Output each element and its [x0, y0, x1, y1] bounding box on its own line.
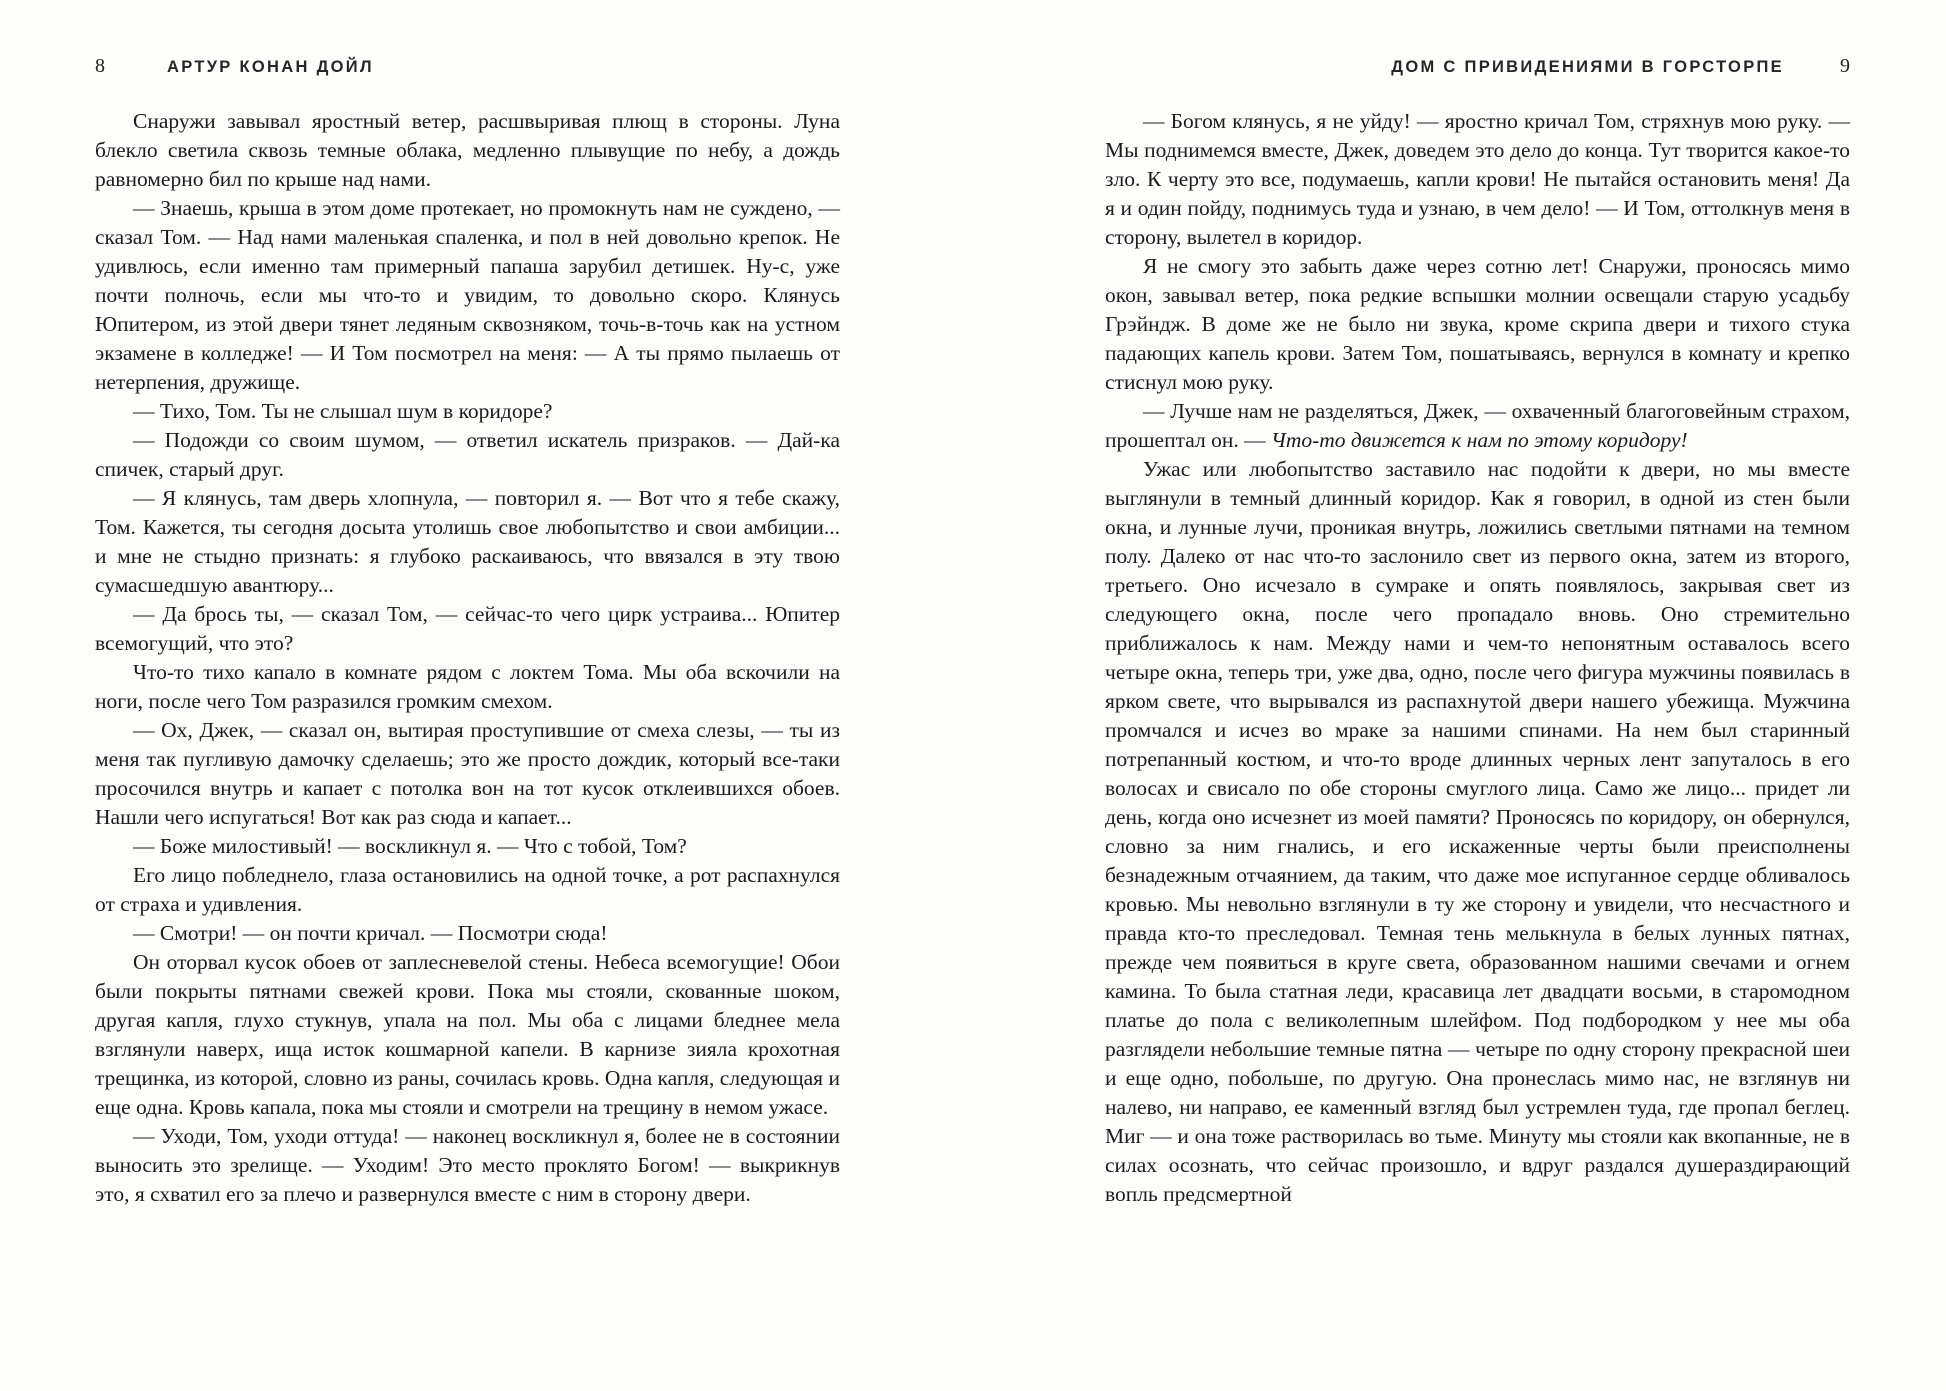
- running-head-right: [1105, 55, 1850, 78]
- paragraph: [95, 919, 840, 948]
- paragraph-run: Снаружи завывал яростный ветер, расшвыривая плющ в стороны. Луна блекло светила сквозь темные облака, медленно плывущие по небу, а дождь равномерно бил по крыше над нами.: [95, 109, 840, 191]
- paragraph: [95, 484, 840, 600]
- paragraph: [95, 832, 840, 861]
- running-title-left: АРТУР КОНАН ДОЙЛ: [167, 58, 374, 76]
- running-title-right: ДОМ С ПРИВИДЕНИЯМИ В ГОРСТОРПЕ: [1391, 58, 1784, 76]
- paragraph: [95, 658, 840, 716]
- paragraph: [95, 397, 840, 426]
- paragraph-run: Его лицо побледнело, глаза остановились на одной точке, а рот распахнулся от страха и удивления.: [95, 863, 840, 916]
- paragraph-run: — Богом клянусь, я не уйду! — яростно кричал Том, стряхнув мою руку. — Мы поднимемся вместе, Джек, доведем это дело до конца. Тут творится какое-то зло. К черту это все, подумаешь, капли крови! Не пытайся остановить меня! Да я и один пойду, поднимусь туда и узнаю, в чем дело! — И Том, оттолкнув меня в сторону, вылетел в коридор.: [1105, 109, 1850, 249]
- page-number-right: 9: [1840, 55, 1850, 77]
- paragraph-run: Я не смогу это забыть даже через сотню лет! Снаружи, проносясь мимо окон, завывал ветер, пока редкие вспышки молнии освещали старую усадьбу Грэйндж. В доме же не было ни звука, кроме скрипа двери и тихого стука падающих капель крови. Затем Том, пошатываясь, вернулся в комнату и крепко стиснул мою руку.: [1105, 254, 1850, 394]
- paragraph: [1105, 107, 1850, 252]
- paragraph: [1105, 397, 1850, 455]
- paragraph-run: — Смотри! — он почти кричал. — Посмотри сюда!: [133, 921, 608, 945]
- paragraph-run: — Ох, Джек, — сказал он, вытирая проступившие от смеха слезы, — ты из меня так пугливую дамочку сделаешь; это же просто дождик, который все-таки просочился внутрь и капает с потолка вон на тот кусок отклеившихся обоев. Нашли чего испугаться! Вот как раз сюда и капает...: [95, 718, 840, 829]
- paragraph: [95, 948, 840, 1122]
- paragraph-run: Что-то тихо капало в комнате рядом с локтем Тома. Мы оба вскочили на ноги, после чего Том разразился громким смехом.: [95, 660, 840, 713]
- paragraph-run: — Подожди со своим шумом, — ответил искатель призраков. — Дай-ка спичек, старый друг.: [95, 428, 840, 481]
- paragraph: [95, 426, 840, 484]
- paragraph-run: — Уходи, Том, уходи оттуда! — наконец воскликнул я, более не в состоянии выносить это зрелище. — Уходим! Это место проклято Богом! — выкрикнув это, я схватил его за плечо и развернулся вместе с ним в сторону двери.: [95, 1124, 840, 1206]
- paragraph-run: — Я клянусь, там дверь хлопнула, — повторил я. — Вот что я тебе скажу, Том. Кажется, ты сегодня досыта утолишь свое любопытство и свои амбиции... и мне не стыдно признать: я глубоко раскаиваюсь, что ввязался в эту твою сумасшедшую авантюру...: [95, 486, 840, 597]
- text-block-right: [1105, 107, 1850, 1209]
- paragraph-run: Он оторвал кусок обоев от заплесневелой стены. Небеса всемогущие! Обои были покрыты пятнами свежей крови. Пока мы стояли, скованные шоком, другая капля, глухо стукнув, упала на пол. Мы оба с лицами бледнее мела взглянули наверх, ища исток кошмарной капели. В карнизе зияла крохотная трещинка, из которой, словно из раны, сочилась кровь. Одна капля, следующая и еще одна. Кровь капала, пока мы стояли и смотрели на трещину в немом ужасе.: [95, 950, 840, 1119]
- paragraph-run-italic: Что-то движется к нам по этому коридору!: [1271, 428, 1688, 452]
- paragraph-run: — Боже милостивый! — воскликнул я. — Что с тобой, Том?: [133, 834, 687, 858]
- paragraph-run: — Знаешь, крыша в этом доме протекает, но промокнуть нам не суждено, — сказал Том. — Над нами маленькая спаленка, и пол в ней довольно крепок. Не удивлюсь, если именно там примерный папаша зарубил детишек. Ну-с, уже почти полночь, если мы что-то и увидим, то довольно скоро. Клянусь Юпитером, из этой двери тянет ледяным сквозняком, точь-в-точь как на устном экзамене в колледже! — И Том посмотрел на меня: — А ты прямо пылаешь от нетерпения, дружище.: [95, 196, 840, 394]
- page-number-left: 8: [95, 55, 105, 77]
- paragraph: [95, 861, 840, 919]
- paragraph-run: Ужас или любопытство заставило нас подойти к двери, но мы вместе выглянули в темный длинный коридор. Как я говорил, в одной из стен были окна, и лунные лучи, проникая внутрь, ложились светлыми пятнами на темном полу. Далеко от нас что-то заслонило свет из первого окна, затем из второго, третьего. Оно исчезало в сумраке и опять появлялось, закрывая свет из следующего окна, после чего пропадало вновь. Оно стремительно приближалось к нам. Между нами и чем-то непонятным оставалось всего четыре окна, теперь три, уже два, одно, после чего фигура мужчины появилась в ярком свете, что вырывался из распахнутой двери нашего убежища. Мужчина промчался и исчез во мраке за нашими спинами. На нем был старинный потрепанный костюм, и что-то вроде длинных черных лент запуталось в его волосах и свисало по обе стороны смуглого лица. Само же лицо... придет ли день, когда оно исчезнет из моей памяти? Проносясь по коридору, он обернулся, словно за ним гнались, и его искаженные черты были преисполнены безнадежным отчаянием, да таким, что даже мое испуганное сердце обливалось кровью. Мы невольно взглянули в ту же сторону и увидели, что несчастного и правда кто-то преследовал. Темная тень мелькнула в белых лунных пятнах, прежде чем появиться в круге света, образованном нашими свечами и огнем камина. То была статная леди, красавица лет двадцати восьми, в старомодном платье до пола с великолепным шлейфом. Под подбородком у нее мы оба разглядели небольшие темные пятна — четыре по одну сторону прекрасной шеи и еще одно, побольше, по другую. Она пронеслась мимо нас, не взглянув ни налево, ни направо, ее каменный взгляд был устремлен туда, где пропал беглец. Миг — и она тоже растворилась во тьме. Минуту мы стояли как вкопанные, не в силах осознать, что сейчас произошло, и вдруг раздался душераздирающий вопль предсмертной: [1105, 457, 1850, 1206]
- paragraph: [1105, 252, 1850, 397]
- paragraph: [95, 716, 840, 832]
- paragraph: [1105, 455, 1850, 1209]
- paragraph: [95, 600, 840, 658]
- running-head-left: [95, 55, 840, 78]
- paragraph-run: — Тихо, Том. Ты не слышал шум в коридоре?: [133, 399, 553, 423]
- paragraph: [95, 107, 840, 194]
- paragraph: [95, 194, 840, 397]
- page-right: [973, 0, 1946, 1391]
- paragraph-run: — Да брось ты, — сказал Том, — сейчас-то чего цирк устраива... Юпитер всемогущий, что это?: [95, 602, 840, 655]
- paragraph-run: — Лучше нам не разделяться, Джек, — охваченный благоговейным страхом, прошептал он. —: [1105, 399, 1850, 452]
- text-block-left: [95, 107, 840, 1209]
- paragraph: [95, 1122, 840, 1209]
